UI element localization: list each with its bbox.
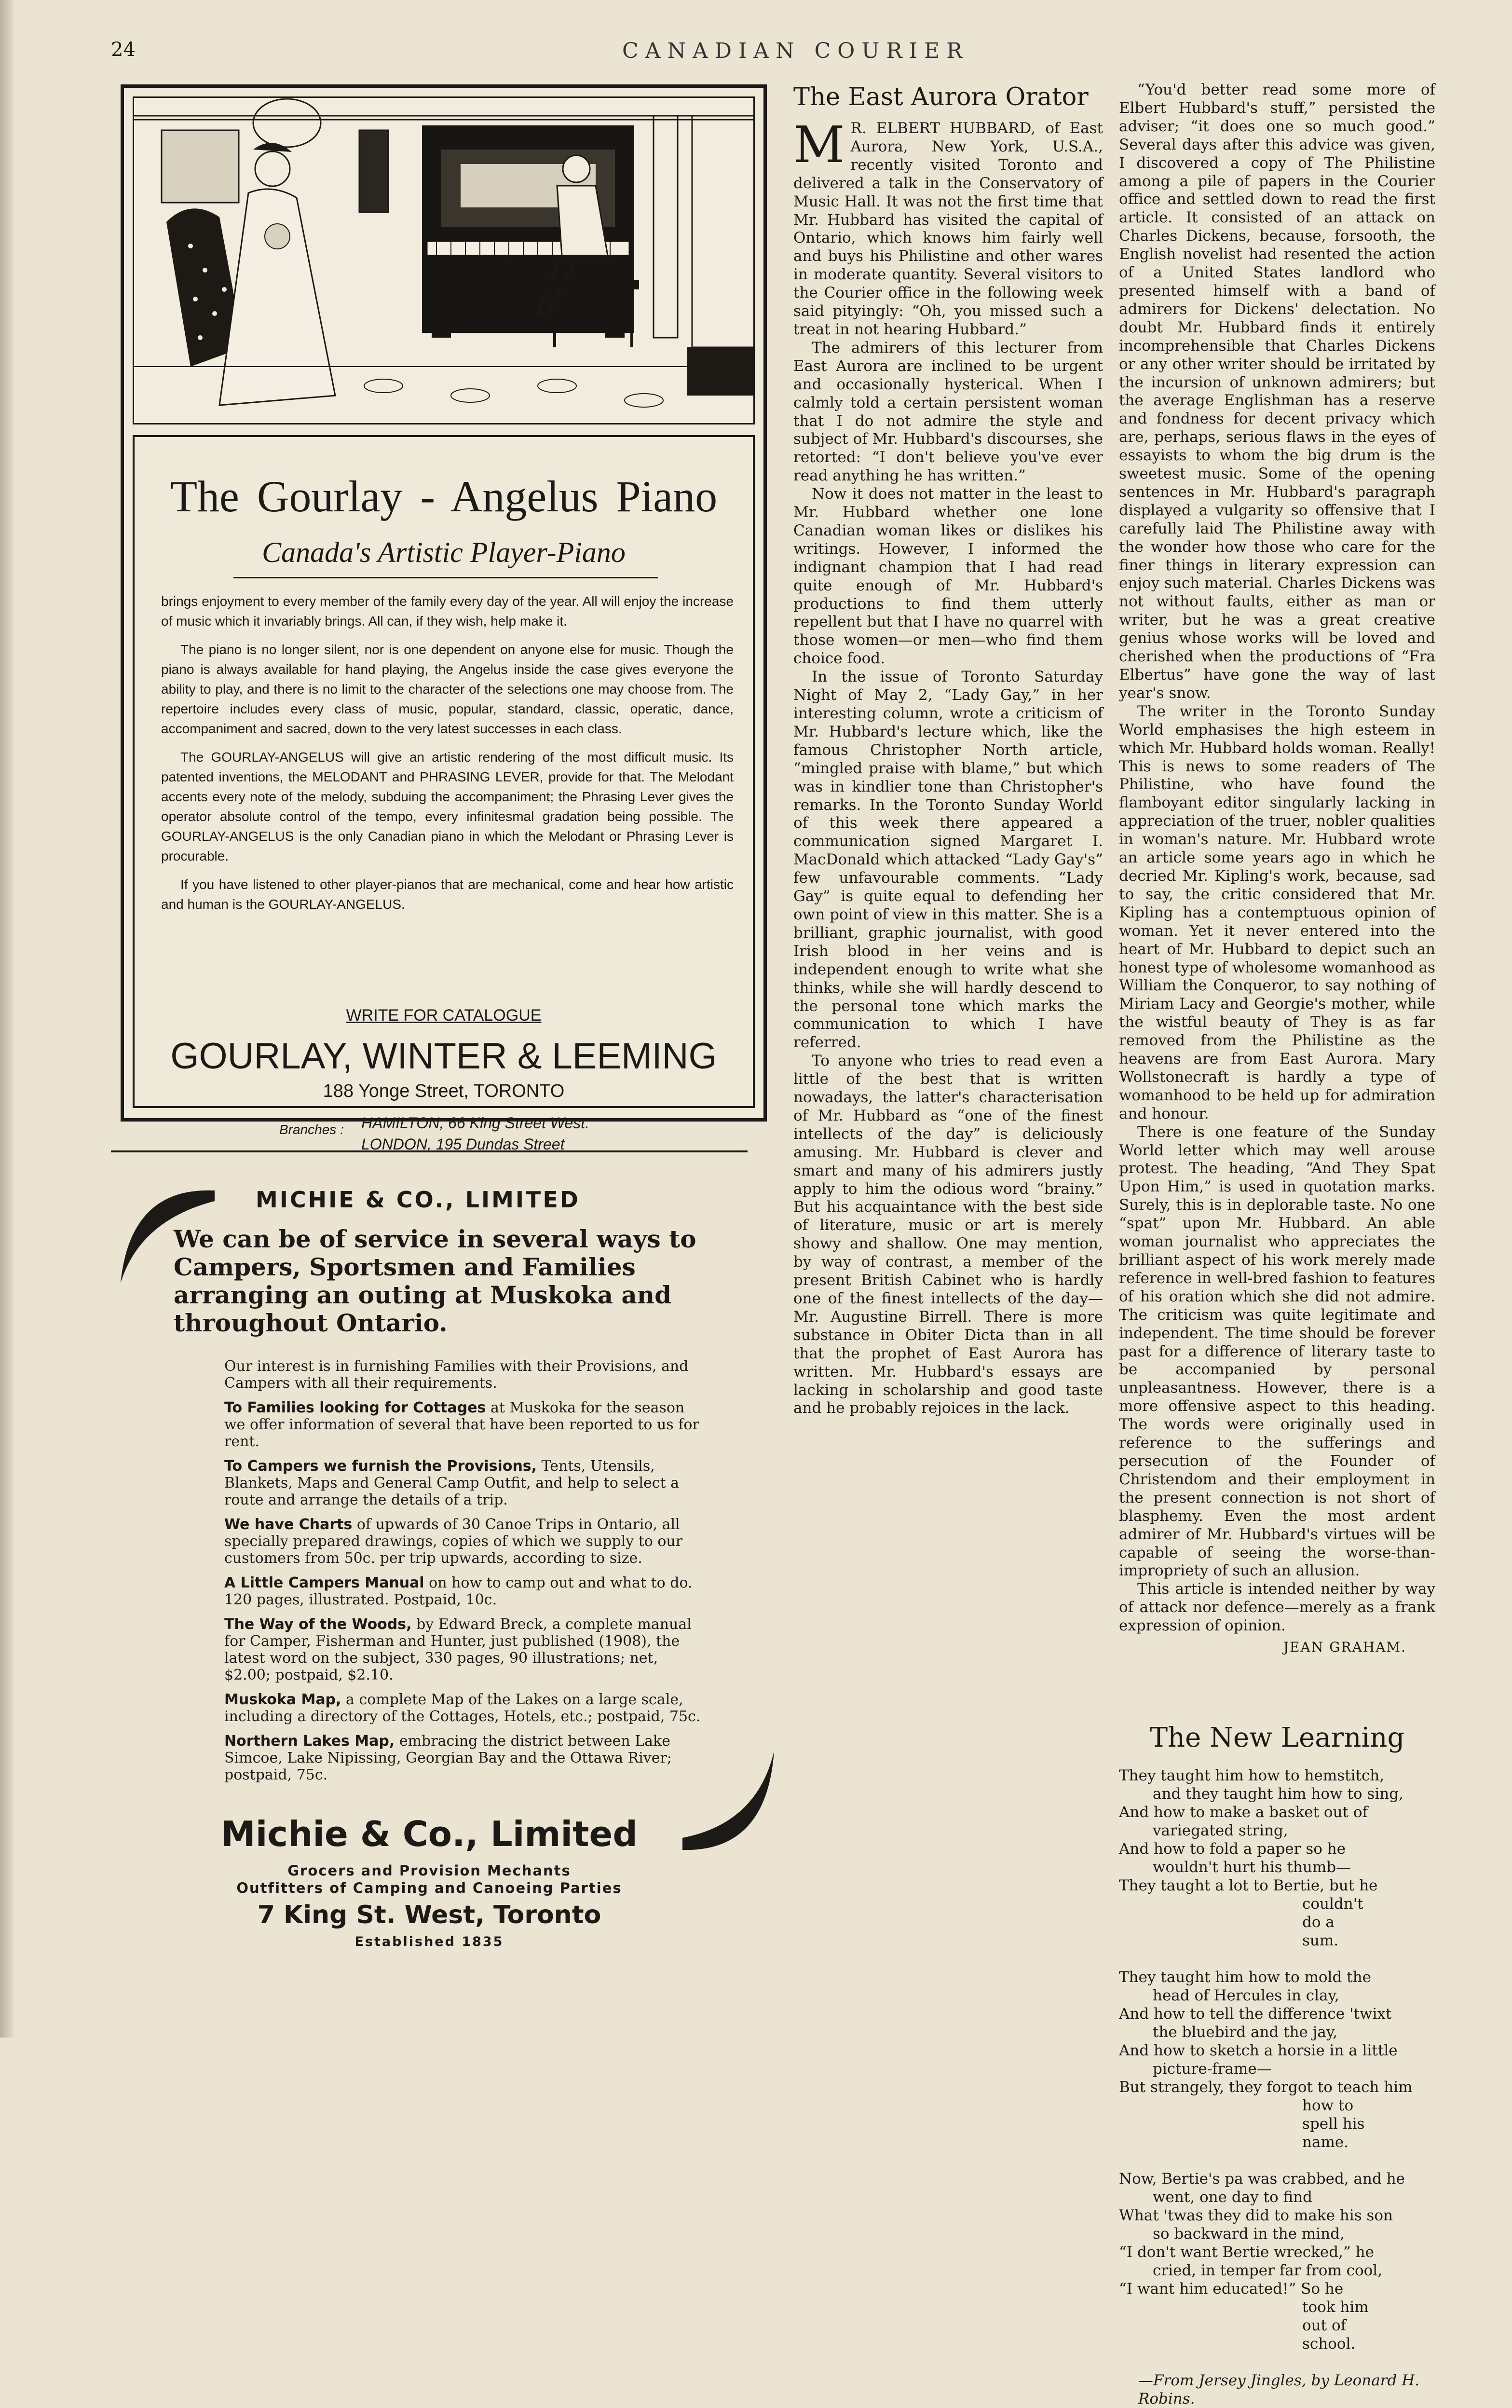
gourlay-angelus-advertisement — [121, 84, 767, 1153]
ad-paragraph: If you have listened to other player-pianos that are mechanical, come and hear how artistic and human is the GOURLAY-ANGELUS. — [161, 877, 734, 912]
article-paragraph: The writer in the Toronto Sunday World emphasises the high esteem in which Mr. Hubbard holds woman. Really! This is news to some readers of The Philistine, who have found the flamboyant editor singularly lacking in appreciation of the truer, nobler qualities in woman's nature. Mr. Hubbard wrote an article some years ago in which he decried Mr. Kipling's work, because, sad to say, the critic considered that Mr. Kipling has a contemptuous opinion of woman. Yet it never entered into the heart of Mr. Hubbard to depict such an honest type of wholesome womanhood as William the Conqueror, to say nothing of Miriam Lacy and Georgie's mother, while the wistful beauty of They is as far removed from the Philistine as the heavens are from East Aurora. Mary Wollstonecraft is hardly a type of womanhood to be held up for admiration and honour. — [1119, 702, 1435, 1122]
article-title: The East Aurora Orator — [793, 83, 1089, 111]
list-item — [224, 1574, 702, 1608]
poem-line: name. — [1302, 2133, 1349, 2151]
article-opening: R. ELBERT HUBBARD, of East Aurora, New York, U.S.A., recently visited Toronto and delivered a talk in the Conservatory of Music Hall. It was not the first time that Mr. Hubbard has visited the capital of Ontario, which knows him fairly well and buys his Philistine and other wares in moderate quantity. Several visitors to the Courier office in the following week said pityingly: “Oh, you missed such a treat in not hearing Hubbard.” — [793, 120, 1103, 338]
item-text: of upwards of 30 Canoe Trips in Ontario, all specially prepared drawings, copies of which we supply to our customers from 50c. per trip upwards, according to size. — [224, 1516, 683, 1567]
poem-line: and they taught him how to sing, — [1153, 1785, 1403, 1803]
poem-line: variegated string, — [1153, 1821, 1288, 1839]
firm-address: 188 Yonge Street, TORONTO — [323, 1081, 565, 1101]
poem-line: school. — [1302, 2335, 1356, 2353]
ad-title: The Gourlay - Angelus Piano — [170, 472, 718, 521]
list-item — [224, 1399, 702, 1450]
michie-body — [224, 1358, 702, 1791]
poem-title-text: The New Learning — [1149, 1722, 1405, 1753]
ad-subtitle: Canada's Artistic Player-Piano — [262, 536, 626, 568]
outfitters-line: Outfitters of Camping and Canoeing Parties — [236, 1880, 622, 1896]
author-signature: JEAN GRAHAM. — [1283, 1639, 1406, 1656]
poem-line: wouldn't hurt his thumb— — [1153, 1858, 1351, 1876]
item-text: on how to camp out and what to do. 120 pages, illustrated. Postpaid, 10c. — [224, 1574, 693, 1608]
article-paragraph: Now it does not matter in the least to Mr. Hubbard whether one lone Canadian woman likes or dislikes his writings. However, I informed the indignant champion that I had read quite enough of Mr. Hubbard's productions to find them utterly repellent but that I have no quarrel with those women—or men—who find them choice food. — [793, 485, 1103, 668]
poem-line: couldn't — [1302, 1895, 1363, 1913]
item-label: A Little Campers Manual — [224, 1574, 424, 1591]
item-label: We have Charts — [224, 1516, 353, 1533]
list-item — [224, 1733, 702, 1783]
ad-divider — [111, 1150, 748, 1152]
poem-line: “I want him educated!” So he — [1119, 2280, 1344, 2298]
firm-name: GOURLAY, WINTER & LEEMING — [170, 1036, 717, 1077]
poem-line: out of — [1302, 2316, 1347, 2334]
grocers-line: Grocers and Provision Mechants — [287, 1862, 571, 1879]
michie-advertisement — [111, 1172, 757, 1949]
article-paragraph — [793, 115, 1103, 339]
item-label: The Way of the Woods, — [224, 1616, 412, 1633]
branch-hamilton: HAMILTON, 66 King Street West. — [361, 1114, 590, 1132]
michie-address: 7 King St. West, Toronto — [257, 1901, 601, 1929]
article-paragraph: The admirers of this lecturer from East Aurora are inclined to be urgent and occasionally hysterical. When I calmly told a certain persistent woman that I do not admire the style and subject of Mr. Hubbard's discourses, she retorted: “I don't believe you've ever read anything he has written.” — [793, 339, 1103, 485]
poem-line: the bluebird and the jay, — [1153, 2023, 1338, 2041]
page-number: 24 — [111, 39, 136, 61]
bottom-right-arc-ornament — [680, 1746, 781, 1857]
item-text: a complete Map of the Lakes on a large scale, including a directory of the Cottages, Hotels, etc.; postpaid, 75c. — [224, 1691, 701, 1725]
item-text: embracing the district between Lake Simcoe, Lake Nipissing, Georgian Bay and the Ottawa River; postpaid, 75c. — [224, 1733, 672, 1783]
poem-line: went, one day to find — [1153, 2188, 1312, 2206]
list-item — [224, 1516, 702, 1567]
item-text: at Muskoka for the season we offer information of several that have been reported to us for rent. — [224, 1399, 699, 1450]
ad-paragraph: The piano is no longer silent, nor is one dependent on anyone else for music. Though the piano is always available for hand playing, the Angelus inside the case gives everyone the ability to play, and there is no limit to the character of the selections one may choose from. The repertoire includes every class of music, popular, standard, classic, operatic, dance, accompaniment and sacred, down to the very latest successes in each class. — [161, 642, 734, 736]
ad-body — [161, 591, 734, 923]
list-item — [224, 1616, 702, 1683]
poem-attribution: —From Jersey Jingles, by Leonard H. Robins. — [1138, 2371, 1420, 2408]
poem-stanza — [1119, 1968, 1435, 2151]
poem-line: And how to tell the difference 'twixt — [1119, 2005, 1392, 2023]
poem-line: What 'twas they did to make his son — [1119, 2206, 1393, 2224]
subtitle-rule — [233, 577, 658, 578]
michie-lead: We can be of service in several ways to Campers, Sportsmen and Families arranging an outing at Muskoka and throughout Ontario. — [174, 1225, 696, 1337]
running-head — [111, 39, 1473, 68]
article-column-2 — [1119, 81, 1435, 2408]
poem-attribution-wrap — [1119, 2371, 1435, 2408]
poem-line: And how to sketch a horsie in a little — [1119, 2041, 1398, 2059]
michie-heading: MICHIE & CO., LIMITED — [256, 1187, 580, 1213]
poem-line: And how to fold a paper so he — [1119, 1840, 1346, 1858]
branches-list — [361, 1112, 589, 1155]
branch-london: LONDON, 195 Dundas Street — [361, 1136, 565, 1153]
article-paragraph: “You'd better read some more of Elbert Hubbard's stuff,” persisted the adviser; “it does one so much good.” Several days after this advice was given, I discovered a copy of The Philistine among a pile of papers in the Courier office and settled down to read the first article. It consisted of an attack on Charles Dickens, because, forsooth, the English novelist had resented the action of a United States landlord who presented himself with a band of admirers for Dickens' delectation. No doubt Mr. Hubbard finds it entirely incomprehensible that Charles Dickens or any other writer should be irritated by the incursion of unknown admirers; but the average Englishman has a reserve and fondness for decent privacy which are, perhaps, serious flaws in the eyes of essayists to whom the big drum is the sweetest music. Some of the opening sentences in Mr. Hubbard's paragraph displayed a vulgarity so offensive that I carefully laid The Philistine away with the wonder how those who care for the finer things in literary expression can enjoy such material. Charles Dickens was not without faults, either as man or writer, but he was a great creative genius whose works will be loved and cherished when the productions of “Fra Elbertus” have gone the way of last year's snow. — [1119, 81, 1435, 702]
michie-established: Established 1835 — [354, 1934, 504, 1949]
gourlay-copy-box — [133, 435, 755, 1153]
poem-line: do a — [1302, 1913, 1335, 1931]
item-label: To Families looking for Cottages — [224, 1399, 486, 1416]
item-label: Muskoka Map, — [224, 1691, 341, 1708]
poem-title — [1119, 1722, 1435, 1753]
poem-line: “I don't want Bertie wrecked,” he — [1119, 2243, 1374, 2261]
poem-body — [1119, 1766, 1435, 2353]
poem-line: They taught him how to hemstitch, — [1119, 1766, 1385, 1784]
poem-line: sum. — [1302, 1931, 1339, 1949]
article-paragraph: In the issue of Toronto Saturday Night of May 2, “Lady Gay,” in her interesting column, wrote a criticism of Mr. Hubbard's lecture which, like the famous Christopher North article, “mingled praise with blame,” but which was in kindlier tone than Christopher's remarks. In the Toronto Sunday World of this week there appeared a communication signed Margaret I. MacDonald which attacked “Lady Gay's” few unfavourable comments. “Lady Gay” is quite equal to defending her own point of view in this matter. She is a brilliant, graphic journalist, with good Irish blood in her veins and is independent enough to write what she thinks, while she will hardly descend to the personal tone which marks the communication to which I have referred. — [793, 668, 1103, 1052]
item-label: To Campers we furnish the Provisions, — [224, 1458, 537, 1475]
drop-cap: M — [793, 115, 845, 174]
article-paragraph: There is one feature of the Sunday World letter which may well arouse protest. The heading, “And They Spat Upon Him,” is used in quotation marks. Surely, this is in deplorable taste. No one “spat” upon Mr. Hubbard. An able woman journalist who appreciates the brilliant aspect of his work merely made reference in well-bred fashion to features of his oration which she did not admire. The criticism was quite legitimate and independent. The time should be forever past for a difference of literary taste to be accompanied by personal unpleasantness. However, there is a more offensive aspect to this heading. The words were originally used in reference to the sufferings and persecution of the Founder of Christendom and their employment in the present connection is not short of blasphemy. Even the most ardent admirer of Mr. Hubbard's virtues will be capable of seeing the worse-than-impropriety of such an allusion. — [1119, 1123, 1435, 1580]
item-text: Tents, Utensils, Blankets, Maps and General Camp Outfit, and help to select a route and arrange the details of a trip. — [224, 1458, 680, 1508]
poem-line: so backward in the mind, — [1153, 2225, 1345, 2243]
article-paragraph: To anyone who tries to read even a little of the best that is written nowadays, the latter's characterisation of Mr. Hubbard as “one of the finest intellects of the day” is deliciously amusing. Mr. Hubbard is clever and smart and many of his admirers justly apply to him the odious word “brainy.” But his acquaintance with the best side of literature, music or art is merely showy and shallow. One may mention, by way of contrast, a member of the present British Cabinet who is hardly one of the finest intellects of the day—Mr. Augustine Birrell. There is more substance in Obiter Dicta than in all that the prophet of East Aurora has written. Mr. Hubbard's essays are lacking in scholarship and good taste and he probably rejoices in the lack. — [793, 1052, 1103, 1417]
ad-paragraph: brings enjoyment to every member of the family every day of the year. All will enjoy the increase of music which it invariably brings. All can, if they wish, help make it. — [161, 594, 734, 629]
publication-title: CANADIAN COURIER — [622, 39, 969, 63]
poem-line: And how to make a basket out of — [1119, 1803, 1368, 1821]
piano-parlour-illustration — [133, 96, 755, 424]
poem-line: head of Hercules in clay, — [1153, 1986, 1339, 2004]
michie-intro: Our interest is in furnishing Families with their Provisions, and Campers with all their requirements. — [224, 1358, 689, 1392]
poem-line: Now, Bertie's pa was crabbed, and he — [1119, 2170, 1405, 2188]
ad-paragraph: The GOURLAY-ANGELUS will give an artistic rendering of the most difficult music. Its patented inventions, the MELODANT and PHRASING LEVER, provide for that. The Melodant accents every note of the melody, subduing the accompaniment; the Phrasing Lever gives the operator absolute control of the tempo, every infinitesmal gradation being possible. The GOURLAY-ANGELUS is the only Canadian piano in which the Melodant or Phrasing Lever is procurable. — [161, 750, 734, 863]
poem-line: They taught a lot to Bertie, but he — [1119, 1876, 1378, 1894]
article-paragraph: This article is intended neither by way of attack nor defence—merely as a frank expression of opinion. — [1119, 1580, 1435, 1635]
poem-line: how to — [1302, 2096, 1354, 2114]
item-text: by Edward Breck, a complete manual for Camper, Fisherman and Hunter, just published (1908), the latest word on the subject, 330 pages, 90 illustrations; net, $2.00; postpaid, $2.10. — [224, 1616, 692, 1683]
poem-stanza — [1119, 1766, 1435, 1950]
write-for-catalogue: WRITE FOR CATALOGUE — [346, 1006, 542, 1025]
poem-line: spell his — [1302, 2115, 1365, 2133]
michie-tagline — [174, 1862, 685, 1897]
poem-line: But strangely, they forgot to teach him — [1119, 2078, 1413, 2096]
poem-line: They taught him how to mold the — [1119, 1968, 1371, 1986]
poem-line: picture-frame— — [1153, 2060, 1272, 2078]
poem-line: took him — [1302, 2298, 1369, 2316]
michie-firm-name: Michie & Co., Limited — [221, 1814, 638, 1854]
article-column-1 — [793, 81, 1103, 1418]
poem-line: cried, in temper far from cool, — [1153, 2261, 1383, 2279]
poem-stanza — [1119, 2170, 1435, 2353]
branches-label: Branches : — [279, 1122, 344, 1137]
list-item — [224, 1691, 702, 1725]
page-binding-shadow — [0, 0, 14, 2038]
list-item — [224, 1458, 702, 1508]
item-label: Northern Lakes Map, — [224, 1733, 395, 1750]
